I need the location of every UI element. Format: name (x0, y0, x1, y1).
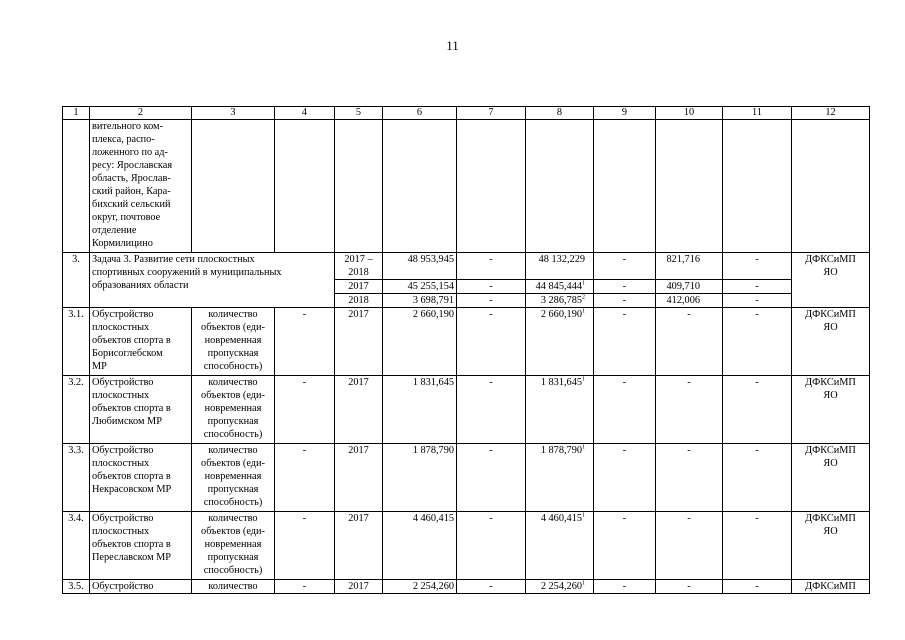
value-cell: - (594, 580, 656, 594)
column-header: 9 (594, 107, 656, 120)
value-cell: - (656, 308, 723, 376)
header-row (63, 107, 870, 120)
year-cell: 2018 (335, 294, 383, 308)
value-text: 3 286,785 (540, 295, 582, 306)
row-number: 3.4. (63, 512, 90, 580)
value-cell (383, 253, 457, 280)
value-cell: - (275, 444, 335, 512)
value-cell: - (723, 376, 792, 444)
value-cell: - (457, 376, 526, 444)
responsible-cell: ДФКСиМП ЯО (792, 376, 870, 444)
continuation-row (63, 120, 870, 253)
page-number: 11 (446, 38, 459, 53)
value-text: 48 132,229 (538, 254, 585, 265)
value-cell (526, 580, 594, 594)
value-cell (383, 280, 457, 294)
item-name: Обустройство плоскостных объектов спорта в Любимском МР (90, 376, 192, 444)
row-number: 3. (63, 253, 90, 308)
column-header: 3 (192, 107, 275, 120)
value-text: 4 460,415 (540, 513, 582, 524)
value-cell (526, 376, 594, 444)
value-cell: - (656, 376, 723, 444)
value-cell (656, 253, 723, 280)
value-cell: - (656, 444, 723, 512)
value-cell: - (275, 580, 335, 594)
value-text: 409,710 (666, 281, 700, 292)
value-text: 1 831,645 (540, 377, 582, 388)
footnote-mark: 1 (582, 280, 585, 287)
year-cell: 2017 (335, 280, 383, 294)
value-text: 2 660,190 (540, 309, 582, 320)
value-text: 821,716 (666, 254, 700, 265)
column-header: 7 (457, 107, 526, 120)
responsible-cell: ДФКСиМП (792, 580, 870, 594)
value-cell: - (594, 253, 656, 280)
value-cell (526, 444, 594, 512)
table-row (63, 512, 870, 580)
column-header: 4 (275, 107, 335, 120)
responsible-cell: ДФКСиМП ЯО (792, 444, 870, 512)
value-cell: - (594, 308, 656, 376)
value-text: 2 254,260 (412, 581, 454, 592)
value-text: 1 878,790 (412, 445, 454, 456)
value-cell: - (656, 512, 723, 580)
year-cell: 2017 (335, 512, 383, 580)
year-cell: 2017 (335, 376, 383, 444)
column-header: 2 (90, 107, 192, 120)
value-cell: - (594, 280, 656, 294)
column-header: 10 (656, 107, 723, 120)
value-cell (526, 308, 594, 376)
value-cell: - (275, 308, 335, 376)
value-text: 2 254,260 (540, 581, 582, 592)
indicator-cell: количество объектов (еди- новременная пропускная способность) (192, 444, 275, 512)
value-cell (526, 512, 594, 580)
value-cell: - (457, 580, 526, 594)
value-cell (383, 580, 457, 594)
table-row (63, 308, 870, 376)
value-cell (526, 294, 594, 308)
value-cell: - (723, 308, 792, 376)
footnote-mark: 1 (582, 376, 585, 383)
indicator-cell: количество объектов (еди- новременная пропускная способность) (192, 512, 275, 580)
year-cell: 2017 (335, 308, 383, 376)
continuation-text: вительного ком- плекса, распо- ложенного по ад- ресу: Ярославская область, Ярослав- ский район, Кара- бихский сельский округ, почтовое отделение Кормилицино (90, 120, 192, 253)
responsible-cell: ДФКСиМП ЯО (792, 253, 870, 308)
value-text: 3 698,791 (412, 295, 454, 306)
value-text: 412,006 (666, 295, 700, 306)
value-cell (526, 253, 594, 280)
value-text: 2 660,190 (412, 309, 454, 320)
footnote-mark: 2 (582, 294, 585, 301)
table-row (63, 444, 870, 512)
value-cell: - (457, 512, 526, 580)
value-cell: - (457, 253, 526, 280)
value-cell (656, 294, 723, 308)
program-table (62, 106, 870, 594)
column-header: 8 (526, 107, 594, 120)
value-cell: - (723, 294, 792, 308)
year-cell: 2017 (335, 580, 383, 594)
value-text: 45 255,154 (407, 281, 454, 292)
indicator-cell: количество (192, 580, 275, 594)
value-text: 44 845,444 (535, 281, 582, 292)
value-cell: - (594, 512, 656, 580)
value-text: 48 953,945 (407, 254, 454, 265)
indicator-cell: количество объектов (еди- новременная пропускная способность) (192, 308, 275, 376)
value-text: 1 878,790 (540, 445, 582, 456)
footnote-mark: 1 (582, 444, 585, 451)
value-text: 4 460,415 (412, 513, 454, 524)
value-text: 1 831,645 (412, 377, 454, 388)
item-name: Обустройство плоскостных объектов спорта в Борисоглебском МР (90, 308, 192, 376)
year-cell: 2017 – 2018 (335, 253, 383, 280)
value-cell: - (723, 253, 792, 280)
value-cell (656, 280, 723, 294)
task-name: Задача 3. Развитие сети плоскостных спортивных сооружений в муниципальных образованиях области (90, 253, 335, 308)
value-cell: - (275, 376, 335, 444)
value-cell (526, 280, 594, 294)
item-name: Обустройство плоскостных объектов спорта в Некрасовском МР (90, 444, 192, 512)
value-cell: - (457, 308, 526, 376)
value-cell: - (723, 512, 792, 580)
value-cell: - (457, 280, 526, 294)
footnote-mark: 1 (582, 308, 585, 315)
column-header: 11 (723, 107, 792, 120)
footnote-mark: 1 (582, 580, 585, 587)
value-cell: - (656, 580, 723, 594)
value-cell: - (275, 512, 335, 580)
value-cell: - (723, 580, 792, 594)
value-cell: - (457, 444, 526, 512)
column-header: 6 (383, 107, 457, 120)
value-cell (383, 376, 457, 444)
value-cell: - (594, 376, 656, 444)
row-number: 3.2. (63, 376, 90, 444)
column-header: 5 (335, 107, 383, 120)
value-cell (383, 308, 457, 376)
value-cell: - (594, 294, 656, 308)
footnote-mark: 1 (582, 512, 585, 519)
value-cell (383, 444, 457, 512)
value-cell (383, 512, 457, 580)
item-name: Обустройство (90, 580, 192, 594)
row-number: 3.3. (63, 444, 90, 512)
column-header: 12 (792, 107, 870, 120)
row-number: 3.1. (63, 308, 90, 376)
table-row (63, 580, 870, 594)
column-header: 1 (63, 107, 90, 120)
value-cell: - (723, 280, 792, 294)
task-row (63, 253, 870, 280)
table-row (63, 376, 870, 444)
value-cell (383, 294, 457, 308)
value-cell: - (457, 294, 526, 308)
indicator-cell: количество объектов (еди- новременная пропускная способность) (192, 376, 275, 444)
year-cell: 2017 (335, 444, 383, 512)
value-cell: - (594, 444, 656, 512)
value-cell: - (723, 444, 792, 512)
item-name: Обустройство плоскостных объектов спорта в Переславском МР (90, 512, 192, 580)
responsible-cell: ДФКСиМП ЯО (792, 512, 870, 580)
responsible-cell: ДФКСиМП ЯО (792, 308, 870, 376)
row-number: 3.5. (63, 580, 90, 594)
